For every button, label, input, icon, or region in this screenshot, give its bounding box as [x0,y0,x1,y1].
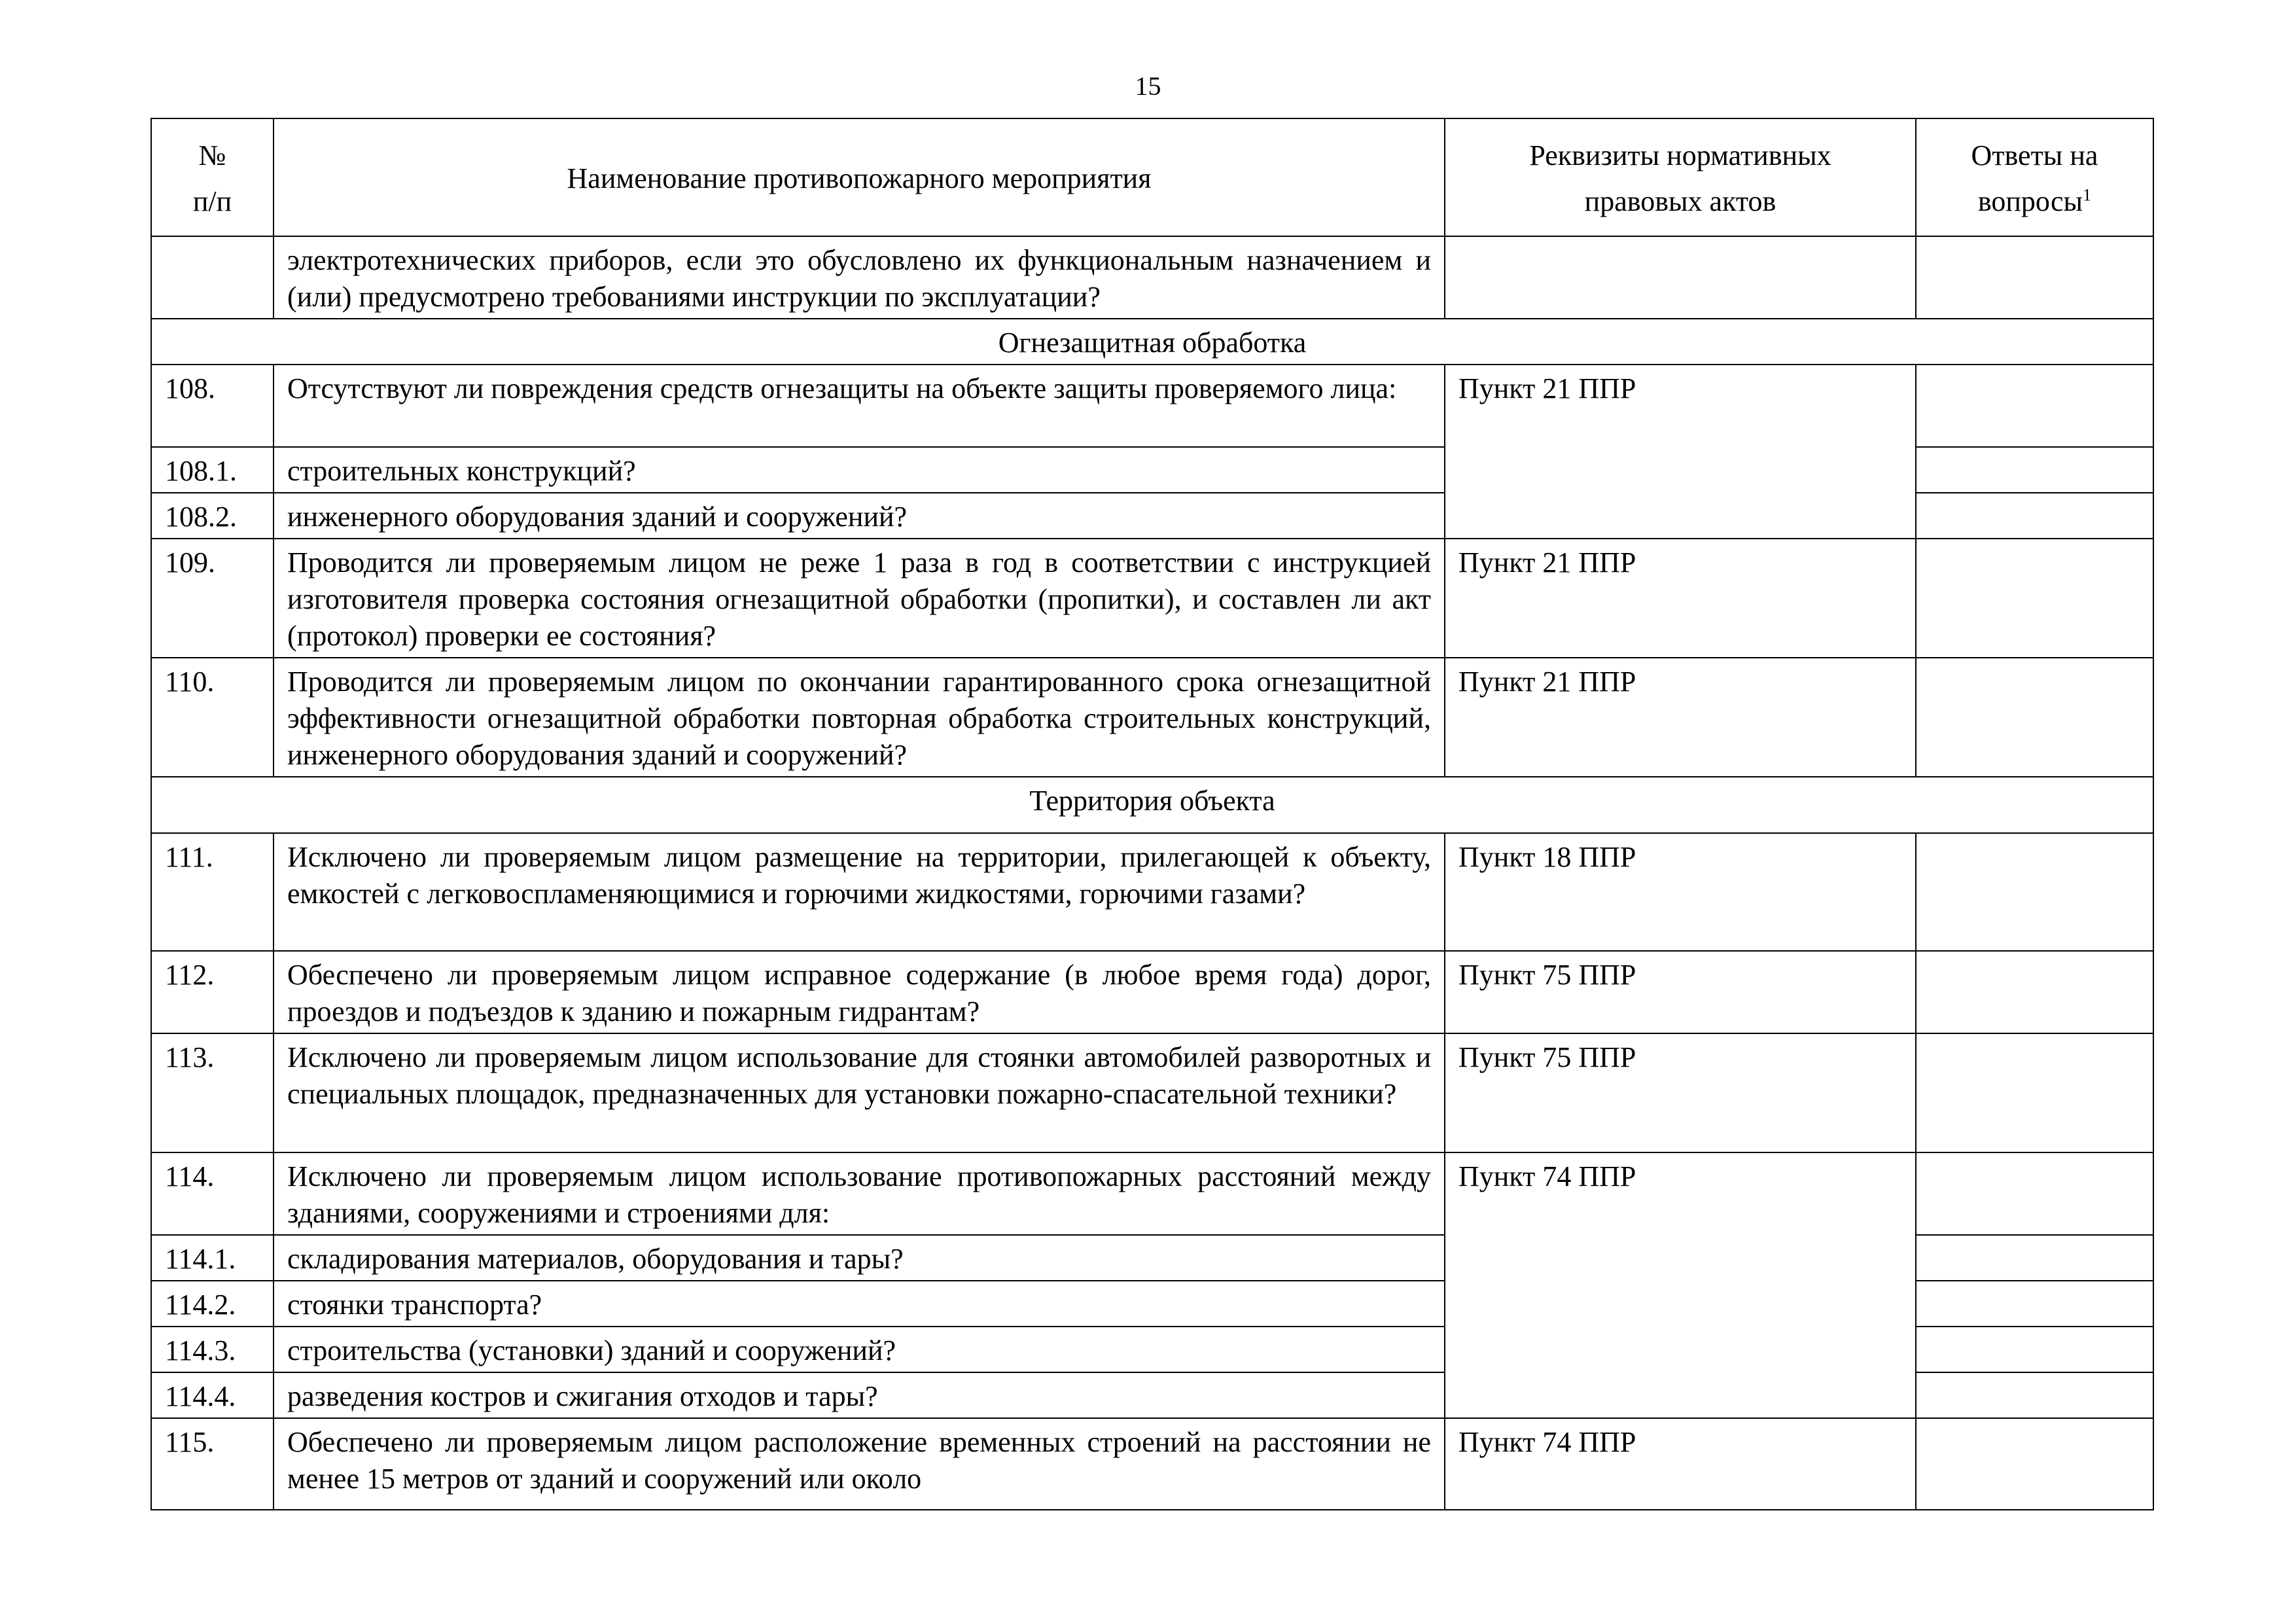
answer-cell[interactable] [1916,236,2153,319]
answer-cell[interactable] [1916,365,2153,447]
row-description: Исключено ли проверяемым лицом использование для стоянки автомобилей разворотных и специальных площадок, предназначенных для установки пожарно-спасательной техники? [274,1033,1445,1152]
header-answers: Ответы на вопросы$^1$ [1916,118,2153,236]
answer-cell[interactable] [1916,1152,2153,1235]
row-number: 111. [151,833,274,951]
header-name: Наименование противопожарного мероприятия [274,118,1445,236]
table-row [151,658,2153,777]
answer-cell[interactable] [1916,658,2153,777]
table-row [151,365,2153,447]
row-reference [1445,236,1916,319]
row-number: 110. [151,658,274,777]
table-row [151,1152,2153,1235]
header-number: № п/п [151,118,274,236]
table-row [151,539,2153,658]
row-number: 109. [151,539,274,658]
table-row [151,833,2153,951]
row-reference: Пункт 21 ППР [1445,539,1916,658]
row-description: Отсутствуют ли повреждения средств огнезащиты на объекте защиты проверяемого лица: [274,365,1445,447]
table-header [151,118,2153,236]
row-reference: Пункт 75 ППР [1445,1033,1916,1152]
row-number: 114. [151,1152,274,1235]
section-title: Огнезащитная обработка [151,319,2153,365]
table-row [151,1418,2153,1510]
row-description: строительства (установки) зданий и сооружений? [274,1327,1445,1372]
section-header [151,777,2153,833]
row-number: 108.1. [151,447,274,493]
answer-cell[interactable] [1916,539,2153,658]
row-number: 108.2. [151,493,274,539]
answer-cell[interactable] [1916,1372,2153,1418]
answer-cell[interactable] [1916,833,2153,951]
row-description: Обеспечено ли проверяемым лицом расположение временных строений на расстоянии не менее 15 метров от зданий и сооружений или около [274,1418,1445,1510]
section-header [151,319,2153,365]
row-description: Обеспечено ли проверяемым лицом исправное содержание (в любое время года) дорог, проездов и подъездов к зданию и пожарным гидрантам? [274,951,1445,1033]
row-reference: Пункт 74 ППР [1445,1152,1916,1418]
row-description: Исключено ли проверяемым лицом использование противопожарных расстояний между зданиями, сооружениями и строениями для: [274,1152,1445,1235]
row-number: 114.4. [151,1372,274,1418]
answer-cell[interactable] [1916,951,2153,1033]
table-row [151,951,2153,1033]
row-description: Исключено ли проверяемым лицом размещение на территории, прилегающей к объекту, емкостей с легковоспламеняющимися и горючими жидкостями, горючими газами? [274,833,1445,951]
row-reference: Пункт 21 ППР [1445,658,1916,777]
table-row [151,1033,2153,1152]
row-reference: Пункт 21 ППР [1445,365,1916,539]
row-description: инженерного оборудования зданий и сооружений? [274,493,1445,539]
row-number: 113. [151,1033,274,1152]
answer-cell[interactable] [1916,1327,2153,1372]
section-title: Территория объекта [151,777,2153,833]
answer-cell[interactable] [1916,493,2153,539]
row-number [151,236,274,319]
table-row [151,236,2153,319]
row-number: 114.2. [151,1281,274,1327]
row-reference: Пункт 75 ППР [1445,951,1916,1033]
row-number: 114.1. [151,1235,274,1281]
row-description: Проводится ли проверяемым лицом по окончании гарантированного срока огнезащитной эффективности огнезащитной обработки повторная обработка строительных конструкций, инженерного оборудования зданий и сооружений? [274,658,1445,777]
answer-cell[interactable] [1916,447,2153,493]
answer-cell[interactable] [1916,1033,2153,1152]
footnote-marker: 1 [2083,185,2092,205]
row-number: 115. [151,1418,274,1510]
checklist-table [150,118,2154,1510]
answer-cell[interactable] [1916,1235,2153,1281]
page-number: 15 [1135,71,1161,101]
row-number: 112. [151,951,274,1033]
header-requisites: Реквизиты нормативных правовых актов [1445,118,1916,236]
row-description: Проводится ли проверяемым лицом не реже 1 раза в год в соответствии с инструкцией изготовителя проверка состояния огнезащитной обработки (пропитки), и составлен ли акт (протокол) проверки ее состояния? [274,539,1445,658]
row-reference: Пункт 74 ППР [1445,1418,1916,1510]
row-reference: Пункт 18 ППР [1445,833,1916,951]
row-description: стоянки транспорта? [274,1281,1445,1327]
row-description: разведения костров и сжигания отходов и тары? [274,1372,1445,1418]
row-number: 114.3. [151,1327,274,1372]
row-description: складирования материалов, оборудования и тары? [274,1235,1445,1281]
row-number: 108. [151,365,274,447]
row-description: электротехнических приборов, если это обусловлено их функциональным назначением и (или) предусмотрено требованиями инструкции по эксплуатации? [274,236,1445,319]
row-description: строительных конструкций? [274,447,1445,493]
answer-cell[interactable] [1916,1281,2153,1327]
answer-cell[interactable] [1916,1418,2153,1510]
